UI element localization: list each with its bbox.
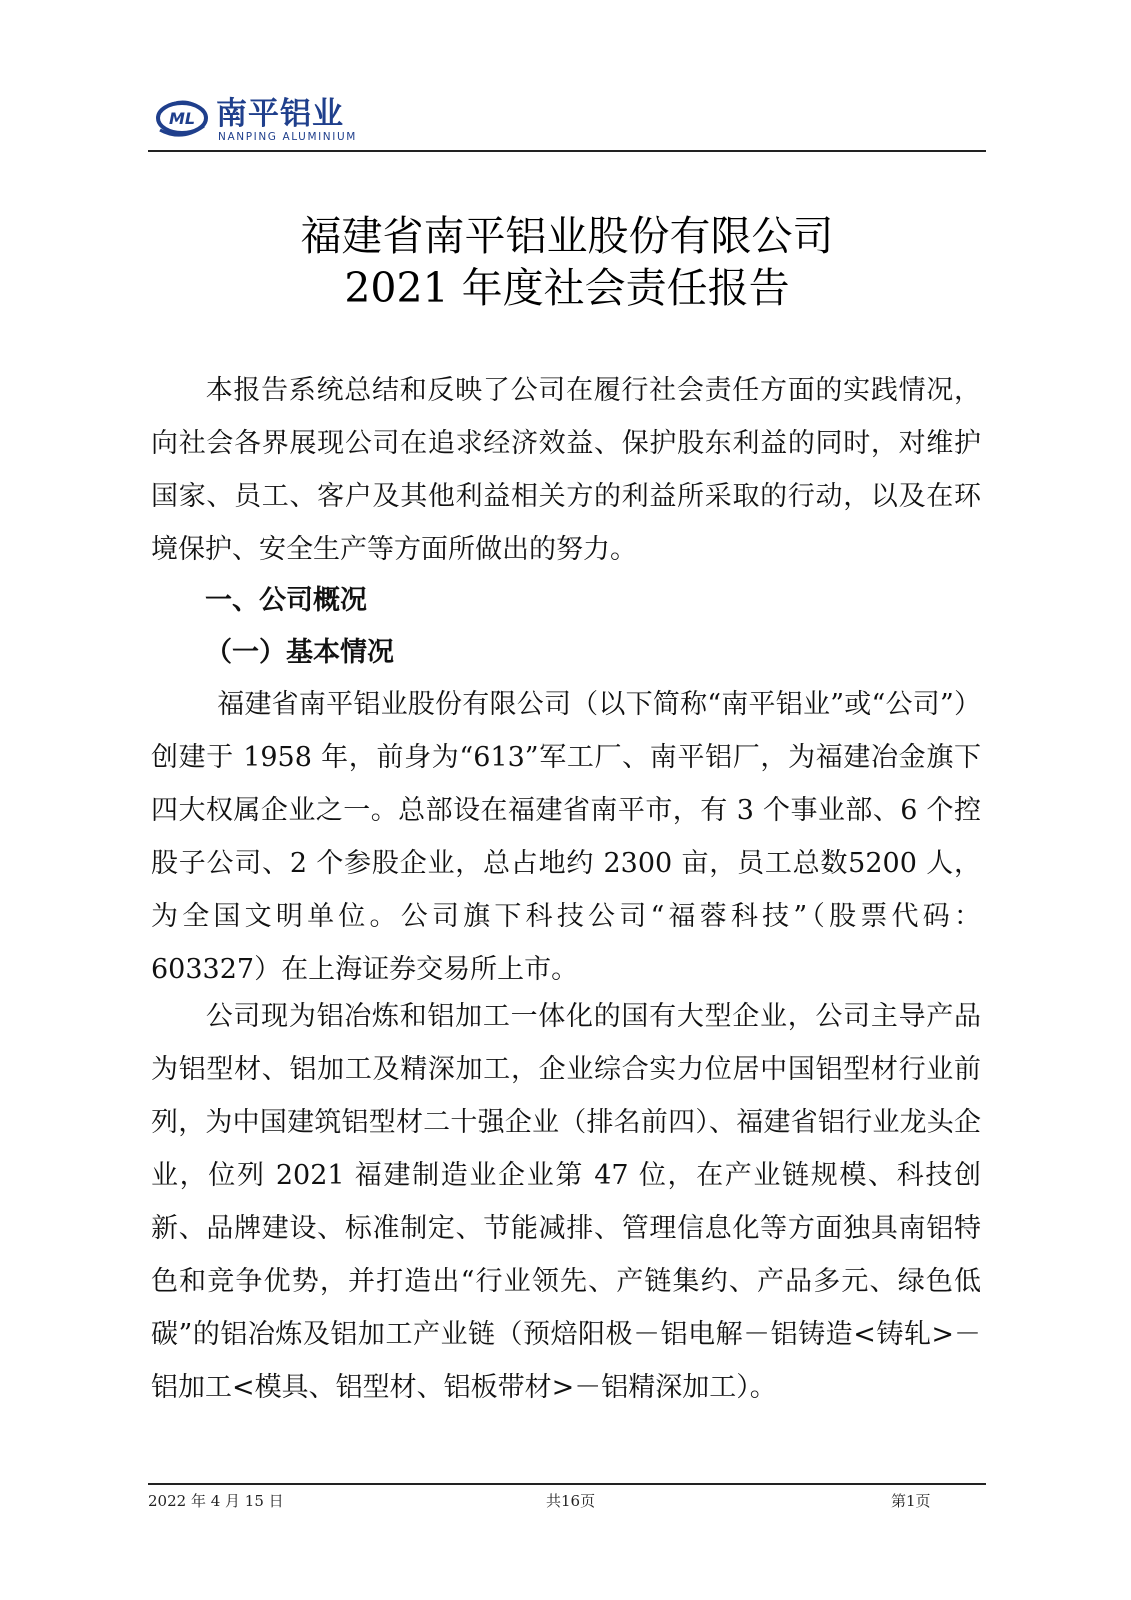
footer-page-number: 第1页 xyxy=(891,1492,931,1510)
business-text: 公司现为铝冶炼和铝加工一体化的国有大型企业，公司主导产品为铝型材、铝加工及精深加工，企业综合实力位居中国铝型材行业前列，为中国建筑铝型材二十强企业（排名前四）、福建省铝行业龙头企业，位列 2021 福建制造业企业第 47 位，在产业链规模、科技创新、品牌建设、标准制定、节能减排、管理信息化等方面独具南铝特色和竞争优势，并打造出“行业领先、产链集约、产品多元、绿色低碳”的铝冶炼及铝加工产业链（预焙阳极－铝电解－铝铸造<铸轧>－铝加工<模具、铝型材、铝板带材>－铝精深加工）。 xyxy=(151,1001,981,1403)
nanping-aluminium-logo-icon xyxy=(154,96,210,144)
footer-divider xyxy=(148,1483,986,1485)
logo-english-name: NANPING ALUMINIUM xyxy=(218,131,357,143)
business-paragraph xyxy=(151,990,981,1414)
basic-info-paragraph xyxy=(151,678,981,996)
page-header xyxy=(148,96,986,154)
document-title-line1: 福建省南平铝业股份有限公司 xyxy=(300,212,834,260)
intro-paragraph xyxy=(151,364,981,576)
document-title-line2: 2021 年度社会责任报告 xyxy=(344,264,790,312)
footer-date: 2022 年 4 月 15 日 xyxy=(148,1492,284,1510)
footer-total-pages: 共16页 xyxy=(546,1492,596,1510)
company-logo xyxy=(154,96,384,148)
header-divider xyxy=(148,150,986,152)
basic-info-text: 福建省南平铝业股份有限公司（以下简称“南平铝业”或“公司”）创建于 1958 年，前身为“613”军工厂、南平铝厂，为福建冶金旗下四大权属企业之一。总部设在福建省南平市，有 3 个事业部、6 个控股子公司、2 个参股企业，总占地约 2300 亩，员工总数5200 人，为全国文明单位。公司旗下科技公司“福蓉科技”（股票代码：603327）在上海证券交易所上市。 xyxy=(151,689,981,985)
subsection-heading: （一）基本情况 xyxy=(205,637,394,668)
logo-mark-text: ML xyxy=(168,109,196,128)
section-heading: 一、公司概况 xyxy=(205,585,367,616)
logo-chinese-name: 南平铝业 xyxy=(216,96,344,132)
intro-text: 本报告系统总结和反映了公司在履行社会责任方面的实践情况，向社会各界展现公司在追求经济效益、保护股东利益的同时，对维护国家、员工、客户及其他利益相关方的利益所采取的行动，以及在环境保护、安全生产等方面所做出的努力。 xyxy=(151,375,981,565)
